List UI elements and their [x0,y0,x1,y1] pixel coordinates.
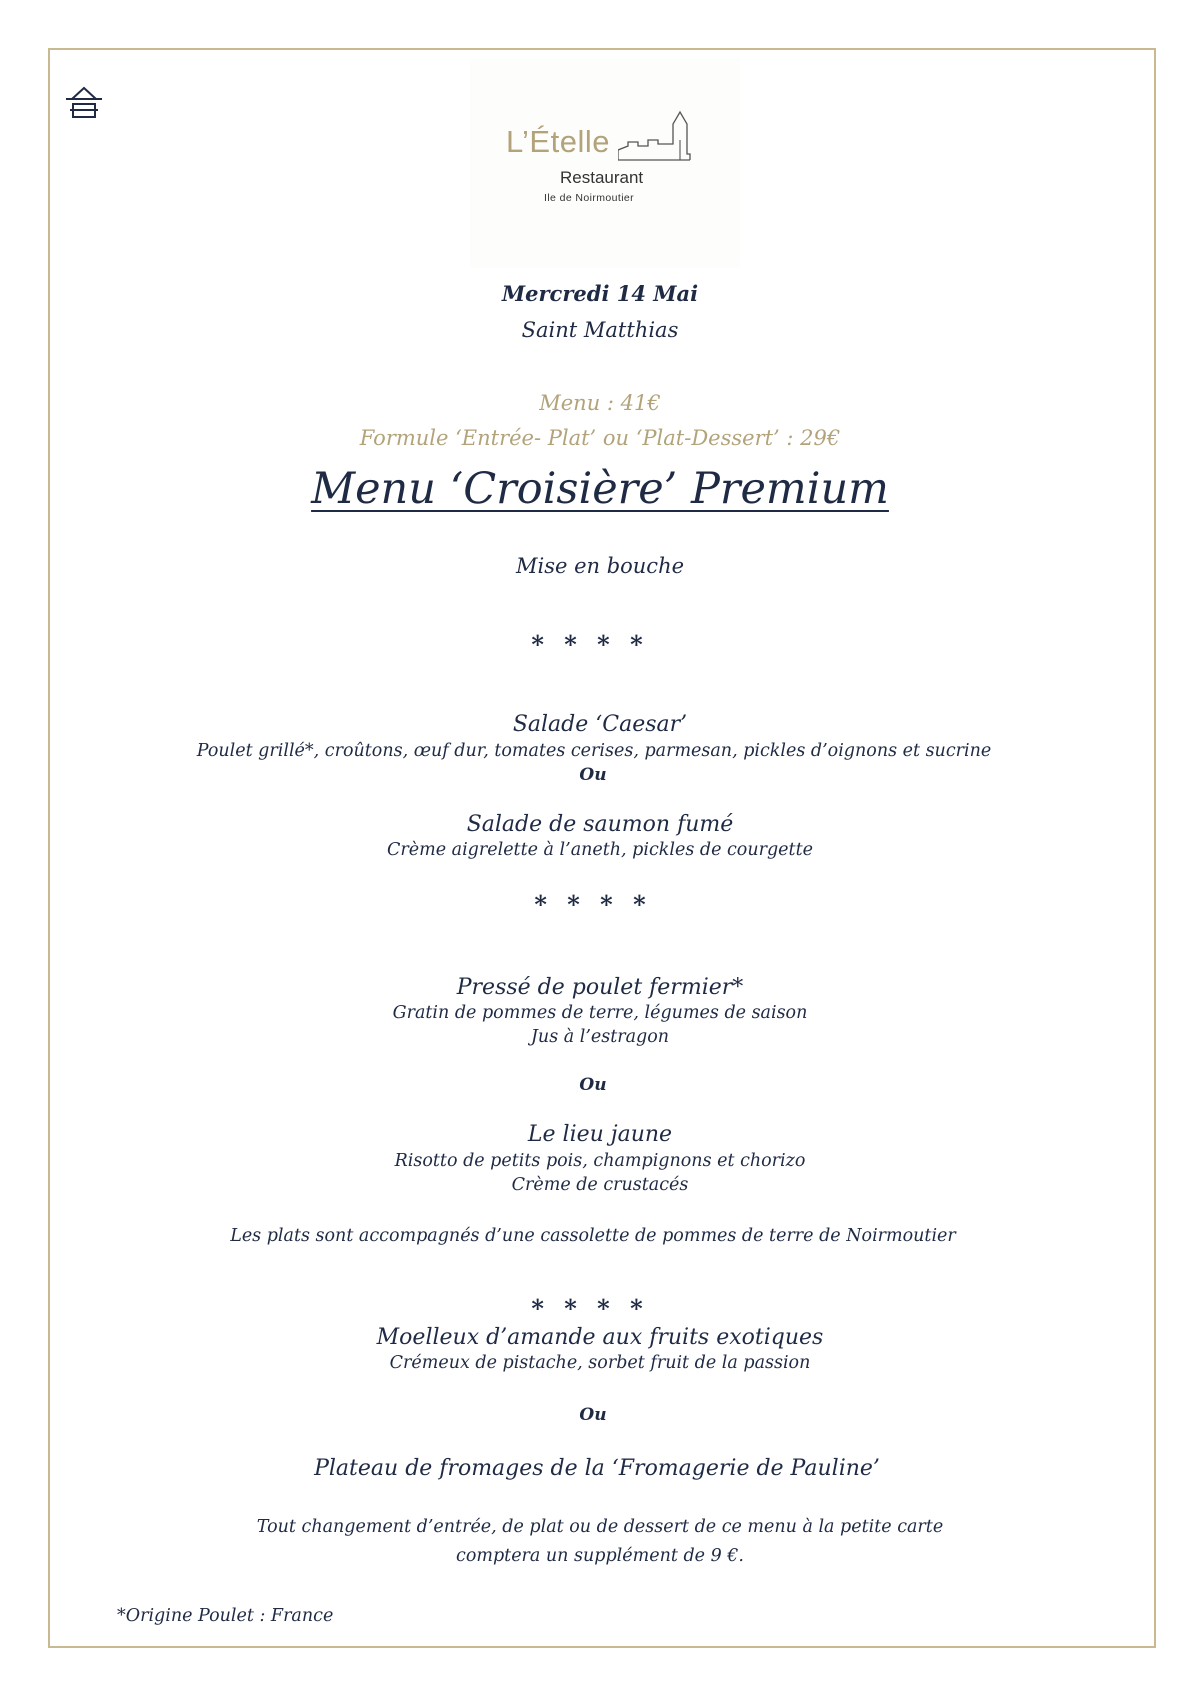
separator: * * * * [531,1294,649,1323]
menu-title: Menu ‘Croisière’ Premium [311,464,889,514]
main-2-name: Le lieu jaune [527,1122,673,1147]
restaurant-logo [470,58,740,268]
starter-1-name: Salade ‘Caesar’ [512,712,688,737]
or-label: Ou [579,1405,607,1425]
main-2-desc-2: Crème de crustacés [511,1175,689,1195]
origin-footnote: *Origine Poulet : France [117,1606,334,1626]
supplement-line-1: Tout changement d’entrée, de plat ou de dessert de ce menu à la petite carte [256,1517,944,1537]
dessert-2-name: Plateau de fromages de la ‘Fromagerie de Pauline’ [314,1456,880,1481]
menu-date: Mercredi 14 Mai [501,281,699,306]
supplement-line-2: comptera un supplément de 9 €. [456,1546,744,1566]
main-2-desc-1: Risotto de petits pois, champignons et chorizo [394,1151,806,1171]
main-1-desc-2: Jus à l’estragon [530,1027,670,1047]
or-label: Ou [579,765,607,785]
starter-2-name: Salade de saumon fumé [466,812,734,837]
amuse-bouche: Mise en bouche [515,554,685,578]
main-1-desc-1: Gratin de pommes de terre, légumes de saison [392,1003,808,1023]
separator: * * * * [534,890,652,919]
dessert-1-name: Moelleux d’amande aux fruits exotiques [376,1325,824,1350]
or-label: Ou [579,1075,607,1095]
formule-price: Formule ‘Entrée- Plat’ ou ‘Plat-Dessert’ : 29€ [359,426,841,450]
dessert-1-desc: Crémeux de pistache, sorbet fruit de la passion [389,1353,811,1373]
mains-note: Les plats sont accompagnés d’une cassolette de pommes de terre de Noirmoutier [230,1226,956,1246]
saint-of-day: Saint Matthias [521,318,679,342]
starter-2-desc: Crème aigrelette à l’aneth, pickles de courgette [387,840,813,860]
logo-subtitle: Restaurant [560,168,644,187]
logo-location: Ile de Noirmoutier [544,192,635,204]
church-icon [618,110,708,174]
home-icon[interactable] [64,82,104,122]
starter-1-desc: Poulet grillé*, croûtons, œuf dur, tomates cerises, parmesan, pickles d’oignons et sucrine [196,741,992,761]
menu-price: Menu : 41€ [539,391,661,415]
logo-name: L’Ételle [506,124,610,159]
main-1-name: Pressé de poulet fermier* [456,975,744,1000]
separator: * * * * [531,630,649,659]
